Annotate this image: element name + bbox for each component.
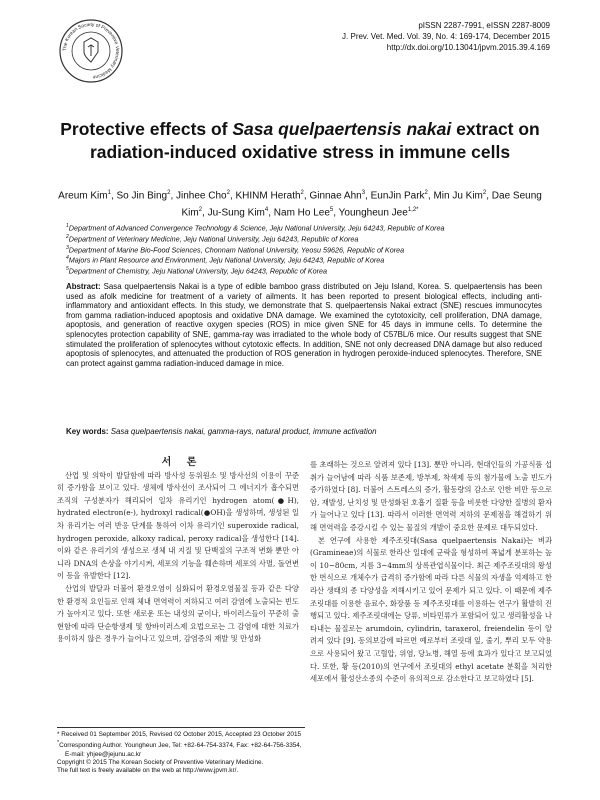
affiliation-item: [66, 222, 444, 233]
author-affiliation-mark: 2: [424, 190, 428, 196]
affiliation-number: 5: [66, 266, 69, 273]
footnote-corresponding: *Corresponding Author. Youngheun Jee, Tel: +82-64-754-3374, Fax: +82-64-756-3354,: [57, 740, 302, 750]
affiliation-item: [66, 233, 444, 244]
footnote-fulltext: The full text is freely available on the web at http://www.jpvm.kr/.: [57, 767, 239, 775]
author-name: Dae Seung Kim: [181, 190, 542, 219]
author-name: Ginnae Ahn: [309, 190, 362, 202]
author-affiliation-mark: 2: [167, 190, 171, 196]
paragraph: 를 초래하는 것으로 알려져 있다 [13]. 뿐만 아니라, 현대인들의 가공식품 섭취가 늘어남에 따라 식품 보존제, 방부제, 착색제 등의 첨가물에 노출 빈도가 증가하였다 [8]. 더불어 스트레스의 증가, 활동량의 감소로 인한 비만 등으로 암, 재발성, 난치성 및 만성화된 호흡기 질환 등을 비롯한 다양한 질병의 환자가 늘어나고 있다 [13]. 따라서 이러한 면역력 저하의 문제점을 해결하기 위해 면역력을 증강시킬 수 있는 물질의 개발이 중요한 문제로 대두되었다.: [310, 460, 552, 532]
paragraph: 산업 및 의학이 발달함에 따라 방사성 동위원소 및 방사선의 이용이 꾸준히 증가함을 보이고 있다. 생체에 방사선이 조사되어 그 에너지가 흡수되면 조직의 구성분자가 해리되어 일차 유리기인 hydrogen atom(●H), hydrated electron(e-), hydroxyl radical(●OH)을 생성하며, 생성된 일차 유리기는 여러 반응 단계를 통하여 이차 유리기인 superoxide radical, hydrogen peroxide, alkoxy radical, peroxy radical을 생성한다 [14]. 이와 같은 유리기의 생성으로 생체 내 지질 및 단백질의 구조적 변화 뿐만 아니라 DNA의 손상을 야기시켜, 세포의 기능을 훼손하며 세포의 사멸, 돌연변이 등을 유발한다 [12].: [57, 470, 299, 581]
title-part-1: Protective effects of: [60, 119, 233, 139]
keywords-label: Key words:: [66, 427, 109, 436]
affiliation-text: Department of Chemistry, Jeju National University, Jeju 64243, Republic of Korea: [68, 266, 327, 276]
abstract-label: Abstract:: [66, 282, 101, 291]
affiliation-number: 3: [66, 244, 69, 251]
paragraph: 산업의 발달과 더불어 환경오염이 심화되어 환경오염물질 등과 같은 다양한 환경적 요인들로 인해 체내 면역력이 저하되고 여러 감염에 노출되는 빈도가 높아지고 있다. 또한 새로운 또는 내성의 균이나, 바이러스들이 꾸준히 출현함에 따라 단순항생제 및 항바이러스제 요법으로는 그 감염에 대한 치료가 용이하지 않은 경우가 늘어나고 있으며, 감염증의 재발 및 만성화: [57, 583, 299, 644]
footnote: [57, 727, 305, 776]
author-affiliation-mark: 2: [482, 190, 487, 196]
author-name: EunJin Park: [370, 190, 425, 202]
abstract: [66, 282, 542, 368]
affiliation-list: [66, 222, 444, 276]
affiliation-text: Department of Marine Bio-Food Sciences, Chonnam National University, Yeosu 59626, Republic of Korea: [68, 244, 405, 254]
author-affiliation-mark: 2: [226, 190, 230, 196]
article-title: [40, 118, 560, 164]
footnote-corresponding-text: Corresponding Author. Youngheun Jee, Tel: +82-64-754-3374, Fax: +82-64-756-3354,: [59, 742, 302, 750]
body-column-right: [310, 459, 552, 686]
author-list: Areum Kim$^1$, So Jin Bing$^2$, Jinhee Cho$^2$, KHINM Herath$^2$, Ginnae Ahn$^3$, EunJin Park$^2$, Min Ju Kim$^2$, Dae Seung Kim$^2$, Ju-Sung Kim$^4$, Nam Ho Lee$^5$, Youngheun Jee$^{1,2*}$: [58, 190, 542, 219]
author-affiliation-mark: 2: [198, 207, 203, 214]
affiliation-number: 2: [66, 233, 69, 240]
keywords: [66, 427, 542, 437]
author-name: Ju-Sung Kim: [207, 207, 265, 219]
body-column-left: [57, 457, 299, 646]
author-affiliation-mark: 1: [107, 190, 111, 196]
logo-ring-text: The Korean Society of Preventive Veterinary Medicine: [62, 22, 120, 79]
author-affiliation-mark: 5: [329, 207, 334, 214]
author-affiliation-mark: 4: [264, 207, 269, 214]
abstract-text: Sasa quelpaertensis Nakai is a type of edible bamboo grass distributed on Jeju Island, Korea. S. quelpaertensis has been used as afolk medicine for treatment of a variety of ailments. It has been reported to present biological effects, including anti-inflammatory and antioxidant effects. In this study, we demonstrate that S. quelpaertensis Nakai extract (SNE) rescues immunocytes from gamma radiation-induced apoptosis and oxidative DNA damage. We examined the cytotoxicity, cell proliferation, DNA damage, apoptosis, and generation of reactive oxygen species (ROS) in mice given SNE for 45 days in immune cells. To determine the splenocytes protection capability of SNE, gamma-ray was irradiated to the whole body of C57BL/6 mice. Our results suggest that SNE stimulated the proliferation of splenocytes without cytotoxic effects. In addition, SNE not only decreased DNA damage but also reduced apoptosis of splenocytes, and attenuated the production of ROS generation in hydrogen peroxide-induced splenocytes. Therefore, SNE can protect against gamma radiation-induced damage in mice.: [66, 282, 542, 368]
author-name: Areum Kim: [58, 190, 108, 202]
journal-logo: [58, 18, 124, 84]
affiliation-text: Majors in Plant Resource and Environment, Jeju National University, Jeju 64243, Republic of Korea: [68, 255, 385, 265]
affiliation-number: 4: [66, 255, 69, 262]
citation-line: J. Prev. Vet. Med. Vol. 39, No. 4: 169-174, December 2015: [342, 32, 550, 41]
author-name: Min Ju Kim: [433, 190, 483, 202]
author-affiliation-mark: 1,2*: [407, 207, 419, 214]
author-affiliation-mark: 2: [300, 190, 304, 196]
author-name: KHINM Herath: [235, 190, 301, 202]
doi-link[interactable]: http://dx.doi.org/10.13041/jpvm.2015.39.4.169: [386, 43, 550, 52]
title-part-2: extract on radiation-induced oxidative stress in immune cells: [89, 119, 540, 162]
affiliation-item: [66, 244, 444, 255]
affiliation-item: [66, 254, 444, 265]
affiliation-item: [66, 265, 444, 276]
journal-header: [342, 20, 550, 53]
issn-line: pISSN 2287-7991, eISSN 2287-8009: [418, 21, 550, 30]
author-name: So Jin Bing: [116, 190, 168, 202]
author-name: Youngheun Jee: [338, 207, 408, 219]
footnote-copyright: Copyright © 2015 The Korean Society of Preventive Veterinary Medicine.: [57, 759, 264, 767]
affiliation-text: Department of Veterinary Medicine, Jeju National University, Jeju 64243, Republic of Korea: [68, 234, 359, 244]
author-affiliation-mark: 3: [361, 190, 366, 196]
footnote-email[interactable]: E-mail: yhjee@jejunu.ac.kr: [65, 750, 142, 758]
paragraph: 본 연구에 사용한 제주조릿대(Sasa quelpaertensis Nakai)는 벼과(Gramineae)의 식물로 한라산 일대에 군락을 형성하여 폭넓게 분포하는 높이 10~80cm, 지름 3~4mm의 상록관엽식물이다. 최근 제주조릿대의 왕성한 번식으로 개체수가 급격히 증가함에 따라 다른 식물의 자생을 억제하고 한라산 생태의 종 다양성을 저해시키고 있어 문제가 되고 있다. 이 때문에 제주조릿대를 이용한 음료수, 화장품 등 제주조릿대를 이용하는 연구가 활발히 진행되고 있다. 제주조릿대에는 당류, 비타민류가 포함되어 있고 생리활성을 나타내는 물질로는 arumdoin, cylindrin, taraxerol, freiendelin 등이 알려져 있다 [9]. 동의보감에 따르면 예로부터 조릿대 잎, 줄기, 뿌리 모두 약용으로 사용되어 왔고 고혈압, 위염, 당뇨병, 해열 등에 효과가 있다고 보고되었다. 또한, 황 등(2010)의 연구에서 조릿대의 ethyl acetate 분획을 처리한 세포에서 활성산소종의 수준이 유의적으로 감소한다고 보고하였다 [5].: [310, 535, 552, 684]
author-name: Nam Ho Lee: [273, 207, 330, 219]
author-name: Jinhee Cho: [176, 190, 227, 202]
affiliation-number: 1: [66, 223, 69, 229]
footnote-dates: * Received 01 September 2015, Revised 02 October 2015, Accepted 23 October 2015: [57, 731, 302, 738]
keywords-text: Sasa quelpaertensis nakai, gamma-rays, natural product, immune activation: [110, 427, 377, 436]
section-heading: 서 론: [161, 457, 203, 468]
title-species: Sasa quelpaertensis nakai: [232, 119, 452, 139]
affiliation-text: Department of Advanced Convergence Technology & Science, Jeju National University, Jeju 64243, Republic of Korea: [68, 223, 445, 233]
